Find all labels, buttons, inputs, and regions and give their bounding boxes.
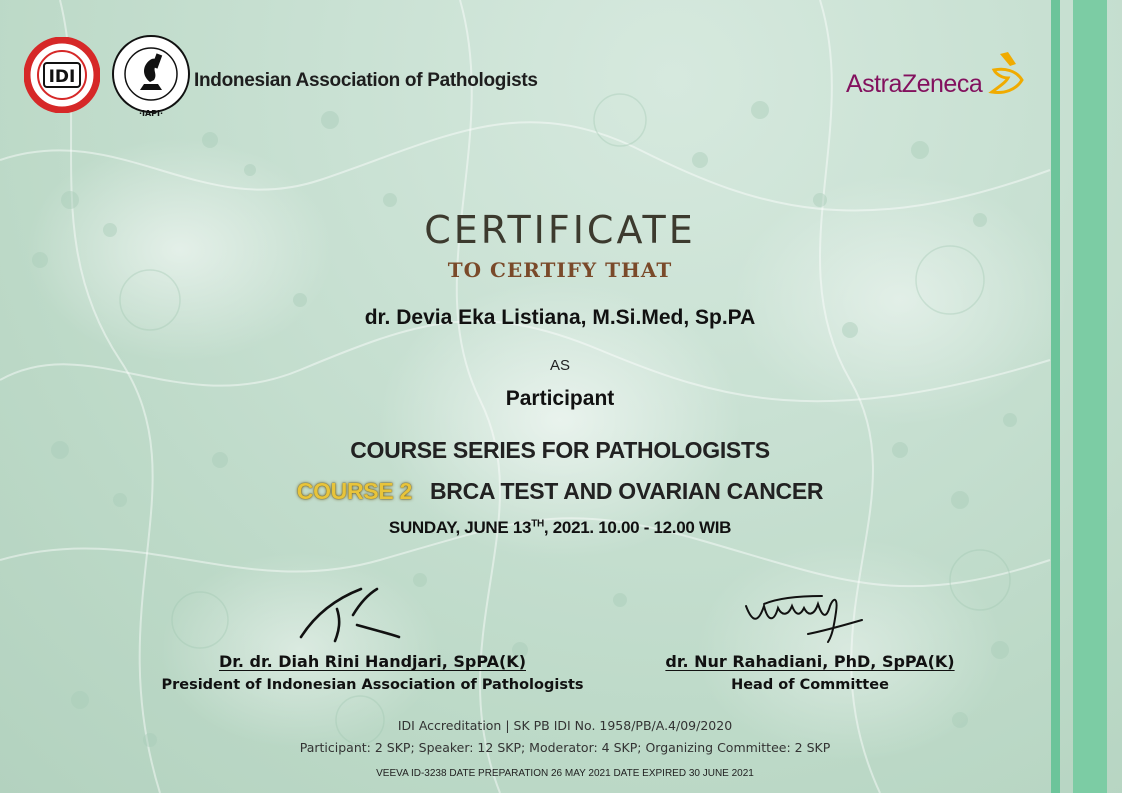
accent-stripe-wide [1073, 0, 1107, 793]
course-title: BRCA TEST AND OVARIAN CANCER [429, 478, 824, 504]
signatory-name: Dr. dr. Diah Rini Handjari, SpPA(K) [219, 652, 526, 671]
date-prefix: SUNDAY, JUNE 13 [388, 518, 532, 537]
signature-committee-head [738, 582, 868, 647]
sponsor-logo-text: AstraZeneca [846, 70, 983, 98]
svg-text:·IAPI·: ·IAPI· [138, 109, 164, 118]
signatory-role: Head of Committee [731, 677, 889, 693]
signatory-committee-head [640, 652, 980, 693]
skp-credits-text: Participant: 2 SKP; Speaker: 12 SKP; Moderator: 4 SKP; Organizing Committee: 2 SKP [299, 740, 831, 755]
date-ordinal: TH [531, 518, 544, 530]
course-line [120, 478, 1000, 505]
recipient-name: dr. Devia Eka Listiana, M.Si.Med, Sp.PA [364, 306, 756, 329]
course-number: COURSE 2 [296, 478, 412, 504]
signatory-role: President of Indonesian Association of Pathologists [161, 677, 584, 693]
idi-logo [24, 37, 100, 113]
organization-name: Indonesian Association of Pathologists [194, 70, 538, 91]
accreditation-text: IDI Accreditation | SK PB IDI No. 1958/PB/A.4/09/2020 [397, 718, 733, 733]
signatory-name: dr. Nur Rahadiani, PhD, SpPA(K) [665, 652, 955, 671]
date-rest: , 2021. 10.00 - 12.00 WIB [543, 518, 732, 537]
iapi-logo [110, 30, 192, 120]
idi-logo-text: IDI [48, 67, 76, 87]
signature-president [295, 585, 405, 645]
veeva-id-text: VEEVA ID-3238 DATE PREPARATION 26 MAY 2021 DATE EXPIRED 30 JUNE 2021 [376, 768, 754, 779]
signatory-president [140, 652, 605, 693]
course-series-title: COURSE SERIES FOR PATHOLOGISTS [350, 437, 770, 463]
event-date [120, 518, 1000, 538]
certificate-subtitle: TO CERTIFY THAT [447, 258, 673, 282]
as-label: AS [549, 357, 570, 374]
accent-stripe-thin [1051, 0, 1060, 793]
astrazeneca-mark-icon [986, 50, 1026, 96]
participant-role: Participant [505, 387, 615, 410]
certificate-title: CERTIFICATE [424, 208, 696, 252]
